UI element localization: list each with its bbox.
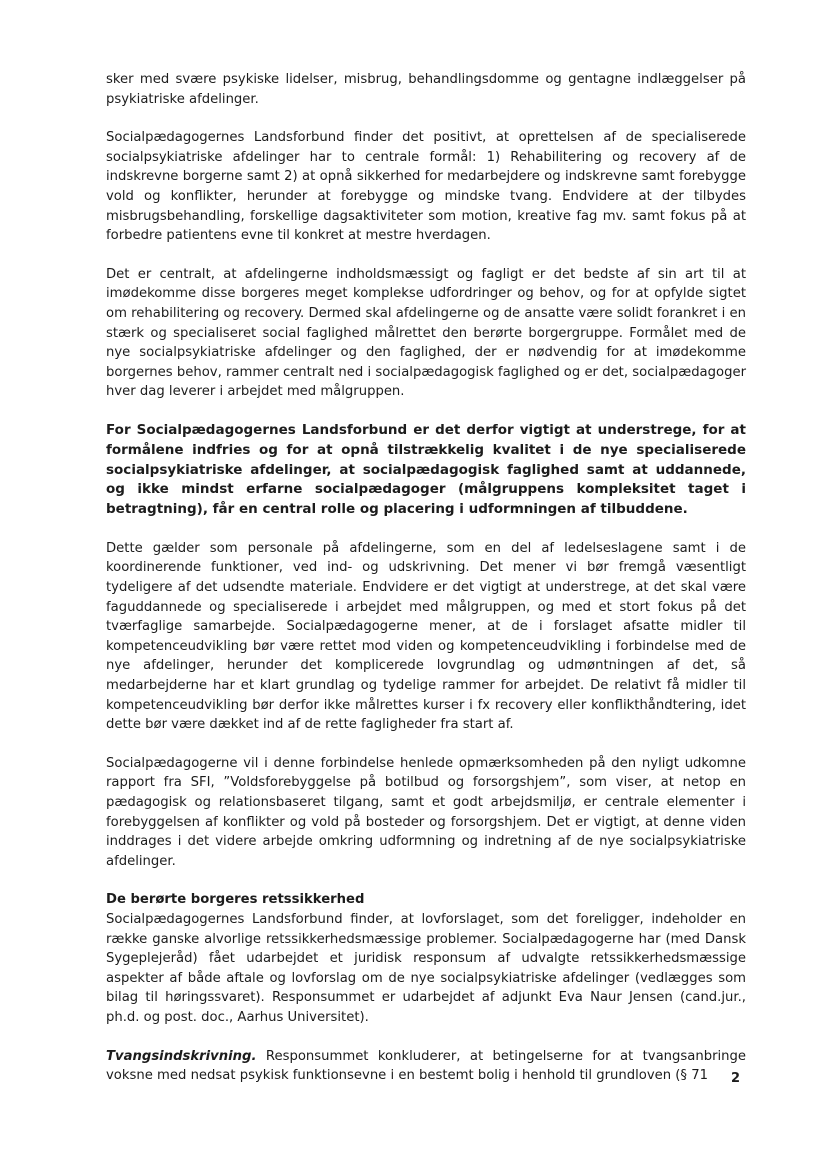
- paragraph-intro-continuation: sker med svære psykiske lidelser, misbrug, behandlingsdomme og gentagne indlæggelser på psykiatriske afdelinger.: [106, 72, 746, 107]
- paragraph-centrality: Det er centralt, at afdelingerne indholdsmæssigt og fagligt er det bedste af sin art til at imødekomme disse borgeres meget komplekse udfordringer og behov, og for at opfylde sigtet om rehabilitering og recovery. Dermed skal afdelingerne og de ansatte være solidt forankret i en stærk og specialiseret social faglighed målrettet den berørte borgergruppe. Formålet med de nye socialpsykiatriske afdelinger og den faglighed, der er nødvendig for at imødekomme borgernes behov, rammer centralt ned i socialpædagogisk faglighed og er det, socialpædagoger hver dag leverer i arbejdet med målgruppen.: [106, 266, 746, 400]
- paragraph-staffing: Dette gælder som personale på afdelingerne, som en del af ledelseslagene samt i de koordinerende funktioner, ved ind- og udskrivning. Det mener vi bør fremgå væsentligt tydeligere af det udsendte materiale. Endvidere er det vigtigt at understrege, at det skal være faguddannede og specialiserede i arbejdet med målgruppen, og med et stort fokus på det tværfaglige samarbejde. Socialpædagogerne mener, at de i forslaget afsatte midler til kompetenceudvikling bør være rettet mod viden og kompetenceudvikling i forbindelse med de nye afdelinger, herunder det komplicerede lovgrundlag og udmøntningen af det, så medarbejderne har et klart grundlag og tydelige rammer for arbejdet. De relativt få midler til kompetenceudvikling bør derfor ikke målrettes kurser i fx recovery eller konflikthåndtering, idet dette bør være dækket ind af de rette fagligheder fra start af.: [106, 540, 746, 733]
- section-heading-legal-rights: De berørte borgeres retssikkerhed: [106, 892, 365, 908]
- paragraph-emphasis: For Socialpædagogernes Landsforbund er det derfor vigtigt at understrege, for at formålene indfries og for at opnå tilstrækkelig kvalitet i de nye specialiserede socialpsykiatriske afdelinger, at socialpædagogisk faglighed samt at uddannede, og ikke mindst erfarne socialpædagoger (målgruppens kompleksitet taget i betragtning), får en central rolle og placering i udformningen af tilbuddene.: [106, 421, 746, 518]
- paragraph-lead-in: Tvangsindskrivning.: [106, 1048, 257, 1064]
- paragraph-forced-placement-text: Responsummet konkluderer, at betingelserne for at tvangsanbringe voksne med nedsat psykisk funktionsevne i en bestemt bolig i henhold til grundloven (§ 71: [106, 1048, 746, 1084]
- document-page: [106, 70, 746, 1086]
- paragraph-legal-problems: Socialpædagogernes Landsforbund finder, at lovforslaget, som det foreligger, indeholder en række ganske alvorlige retssikkerhedsmæssige problemer. Socialpædagogerne har (med Dansk Sygeplejeråd) fået udarbejdet et juridisk responsum af udvalgte retssikkerhedsmæssige aspekter af både aftale og lovforslag om de nye socialpsykiatriske afdelinger (vedlægges som bilag til høringssvaret). Responsummet er udarbejdet af adjunkt Eva Naur Jensen (cand.jur., ph.d. og post. doc., Aarhus Universitet).: [106, 911, 746, 1025]
- paragraph-forced-placement: [106, 1047, 746, 1086]
- paragraph-purposes: Socialpædagogernes Landsforbund finder det positivt, at oprettelsen af de specialiserede socialpsykiatriske afdelinger har to centrale formål: 1) Rehabilitering og recovery af de indskrevne borgerne samt 2) at opnå sikkerhed for medarbejdere og indskrevne samt forebygge vold og konflikter, herunder at forebygge og mindske tvang. Endvidere at der tilbydes misbrugsbehandling, forskellige dagsaktiviteter som motion, kreative fag mv. samt fokus på at forbedre patientens evne til konkret at mestre hverdagen.: [106, 130, 746, 244]
- paragraph-sfi-report: Socialpædagogerne vil i denne forbindelse henlede opmærksomheden på den nyligt udkomne rapport fra SFI, ”Voldsforebyggelse på botilbud og forsorgshjem”, som viser, at netop en pædagogisk og relationsbaseret tilgang, samt et godt arbejdsmiljø, er centrale elementer i forebyggelsen af konflikter og vold på bosteder og forsorgshjem. Det er vigtigt, at denne viden inddrages i det videre arbejde omkring udformning og indretning af de nye socialpsykiatriske afdelinger.: [106, 755, 746, 869]
- page-number: 2: [731, 1071, 741, 1086]
